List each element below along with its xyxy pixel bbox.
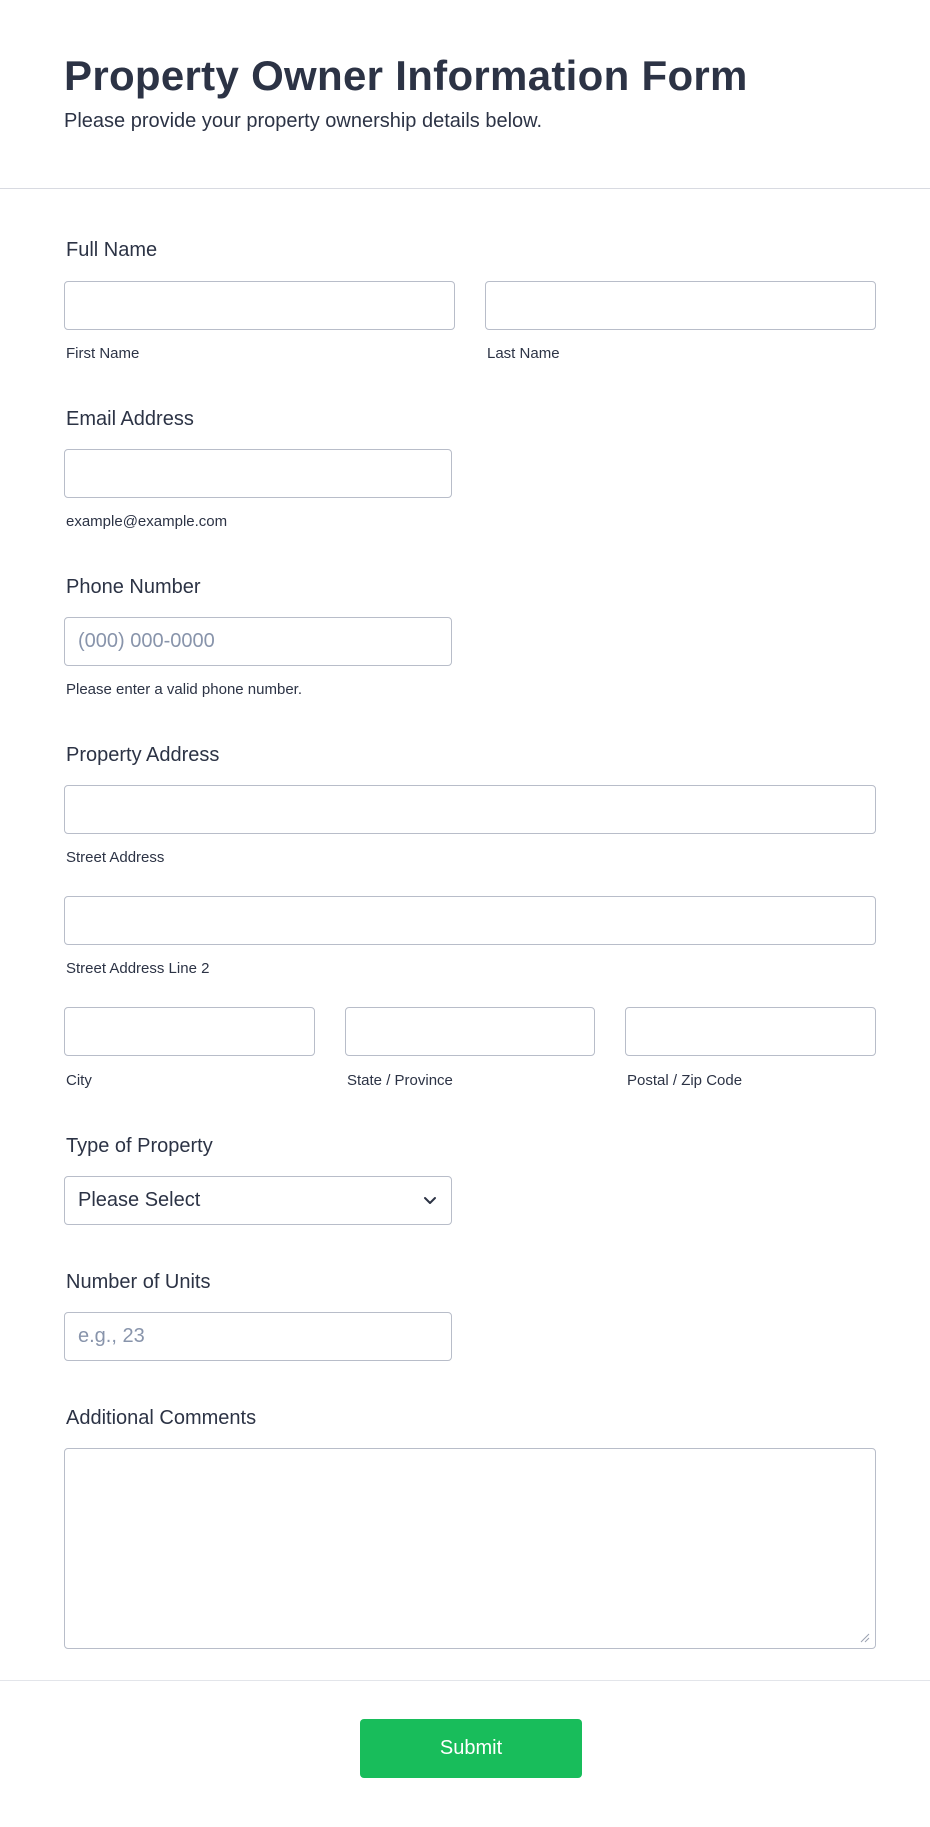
property-address-label: Property Address: [66, 744, 220, 766]
comments-textarea[interactable]: [64, 1448, 876, 1649]
email-input[interactable]: [64, 449, 452, 498]
city-sublabel: City: [66, 1072, 92, 1089]
first-name-input[interactable]: [64, 281, 455, 330]
submit-button[interactable]: Submit: [360, 1719, 582, 1778]
phone-input[interactable]: [64, 617, 452, 666]
street-address-sublabel: Street Address: [66, 849, 165, 866]
street-address-input[interactable]: [64, 785, 876, 834]
email-label: Email Address: [66, 408, 194, 430]
units-label: Number of Units: [66, 1271, 211, 1293]
footer-divider: [0, 1680, 930, 1681]
property-type-selected-value: Please Select: [78, 1189, 201, 1211]
phone-label: Phone Number: [66, 576, 201, 598]
email-sublabel: example@example.com: [66, 513, 228, 530]
zip-sublabel: Postal / Zip Code: [627, 1072, 743, 1089]
last-name-input[interactable]: [485, 281, 876, 330]
resize-grip-icon[interactable]: [858, 1631, 870, 1643]
city-input[interactable]: [64, 1007, 315, 1056]
phone-sublabel: Please enter a valid phone number.: [66, 681, 302, 698]
property-type-select[interactable]: [64, 1176, 452, 1225]
page-subtitle: Please provide your property ownership details below.: [64, 110, 543, 132]
street-address-line2-input[interactable]: [64, 896, 876, 945]
full-name-label: Full Name: [66, 239, 158, 261]
units-input[interactable]: [64, 1312, 452, 1361]
last-name-sublabel: Last Name: [487, 345, 560, 362]
comments-label: Additional Comments: [66, 1407, 257, 1429]
property-type-label: Type of Property: [66, 1135, 213, 1157]
state-sublabel: State / Province: [347, 1072, 453, 1089]
state-input[interactable]: [345, 1007, 595, 1056]
street-address-line2-sublabel: Street Address Line 2: [66, 960, 210, 977]
form-header: [0, 0, 930, 189]
zip-input[interactable]: [625, 1007, 876, 1056]
first-name-sublabel: First Name: [66, 345, 140, 362]
chevron-down-icon: [421, 1191, 439, 1209]
page-title: Property Owner Information Form: [64, 52, 748, 99]
